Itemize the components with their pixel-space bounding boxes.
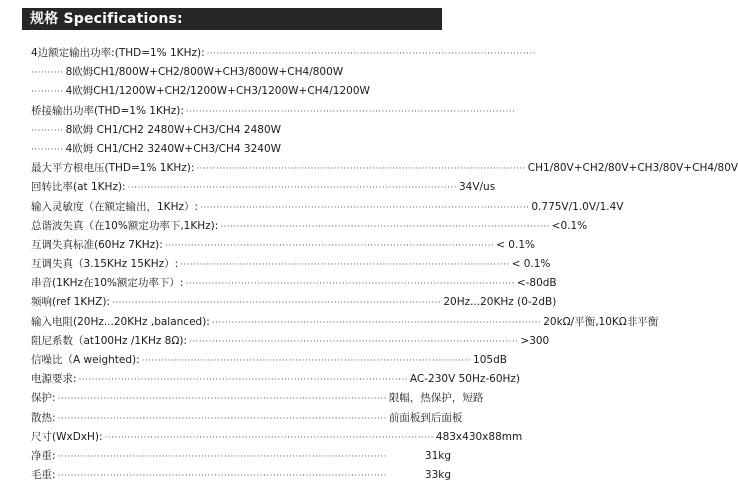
spec-row [31,466,451,485]
spec-label: 输入灵敏度（在额定输出，1KHz）: [31,200,199,213]
spec-row [31,178,496,197]
section-title: 规格 Specifications: [22,8,442,30]
dot-leader: ····································································································· [57,394,387,405]
specifications-list [31,44,738,485]
spec-row [31,102,516,121]
spec-label: 输入电阻(20Hz...20KHz ,balanced): [31,315,210,328]
dot-leader: ····································································································· [111,298,442,309]
spec-value: 31kg [424,449,451,462]
spec-label: 4边额定输出功率:(THD=1% 1KHz): [31,47,205,59]
spec-value: 4欧姆CH1/1200W+CH2/1200W+CH3/1200W+CH4/1200W [65,85,370,98]
spec-label: 净重: [31,449,56,462]
spec-row [31,370,521,389]
dot-leader: ·········· [31,87,64,98]
spec-value: < 0.1% [511,258,551,271]
spec-value: 33kg [424,469,451,482]
spec-value: <0.1% [551,219,588,232]
spec-label: 毛重: [31,469,56,482]
spec-label: 尺寸(WxDxH): [31,430,103,443]
dot-leader: ····································································································· [196,164,526,175]
spec-value: AC-230V 50Hz-60Hz) [409,373,521,386]
spec-label: 电源要求: [31,373,77,386]
spec-row [31,389,484,408]
spec-label: 散热: [31,411,56,424]
spec-value: 483x430x88mm [435,430,523,443]
spec-label: 信噪比（A weighted): [31,354,140,366]
dot-leader: ····································································································· [189,336,519,347]
spec-value: 20Hz...20KHz (0-2dB) [443,296,557,309]
spec-value: 34V/us [458,181,496,194]
spec-row [31,198,624,217]
spec-value: 8欧姆 CH1/CH2 2480W+CH3/CH4 2480W [65,123,282,136]
spec-row [31,428,523,447]
spec-label: 保护: [31,392,56,405]
dot-leader: ····································································································· [127,183,457,194]
dot-leader: ·········· [31,68,64,79]
spec-row [31,447,451,466]
spec-row [31,44,536,63]
spec-row [31,63,451,82]
dot-leader: ·········· [31,125,64,136]
spec-label: 互调失真标准(60Hz 7KHz): [31,238,163,251]
spec-row [31,121,451,140]
spec-row [31,217,588,236]
spec-value: >300 [520,334,550,347]
spec-row [31,313,659,332]
dot-leader: ····································································································· [200,202,530,213]
spec-row [31,140,451,159]
spec-value: CH1/80V+CH2/80V+CH3/80V+CH4/80V [527,162,738,175]
dot-leader: ····································································································· [206,49,536,59]
spec-row [31,409,463,428]
spec-label: 互调失真（3.15KHz 15KHz）: [31,258,179,271]
spec-row [31,293,557,312]
dot-leader: ····································································································· [220,221,550,232]
spec-label: 桥接输出功率(THD=1% 1KHz): [31,104,184,117]
spec-value: 8欧姆CH1/800W+CH2/800W+CH3/800W+CH4/800W [65,66,344,79]
dot-leader: ····································································································· [185,106,516,117]
dot-leader: ····································································································· [141,356,472,366]
spec-label: 最大平方根电压(THD=1% 1KHz): [31,162,195,175]
spec-label: 串音(1KHz在10%额定功率下）: [31,277,184,290]
spec-row [31,351,507,370]
spec-value: 0.775V/1.0V/1.4V [531,200,624,213]
spec-value: 限幅，热保护，短路 [388,392,484,405]
spec-row [31,274,557,293]
spec-value: 4欧姆 CH1/CH2 3240W+CH3/CH4 3240W [65,142,282,155]
spec-value: <-80dB [516,277,557,290]
spec-value: 105dB [473,354,507,366]
dot-leader: ····································································································· [57,413,387,424]
spec-value: 20kΩ/平衡,10KΩ非平衡 [543,315,659,328]
dot-leader: ····································································································· [211,317,542,328]
dot-leader: ····································································································· [104,432,434,443]
dot-leader: ····································································································· [164,240,495,251]
spec-label: 阻尼系数（at100Hz /1KHz 8Ω): [31,334,188,347]
spec-label: 回转比率(at 1KHz): [31,181,126,194]
spec-row [31,236,535,255]
spec-row [31,159,738,178]
dot-leader: ····································································································· [57,471,387,482]
dot-leader: ····································································································· [78,375,408,386]
spec-label: 总谐波失真（在10%额定功率下,1KHz): [31,219,219,232]
spec-value: 前面板到后面板 [388,411,463,424]
dot-leader: ····································································································· [180,260,510,271]
dot-leader: ·········· [31,144,64,155]
spec-value: < 0.1% [496,238,535,251]
spec-row [31,255,551,274]
dot-leader: ····································································································· [57,451,387,462]
spec-row [31,82,451,101]
dot-leader: ····································································································· [185,279,515,290]
spec-label: 频响(ref 1KHZ): [31,296,110,309]
spec-row [31,332,550,351]
